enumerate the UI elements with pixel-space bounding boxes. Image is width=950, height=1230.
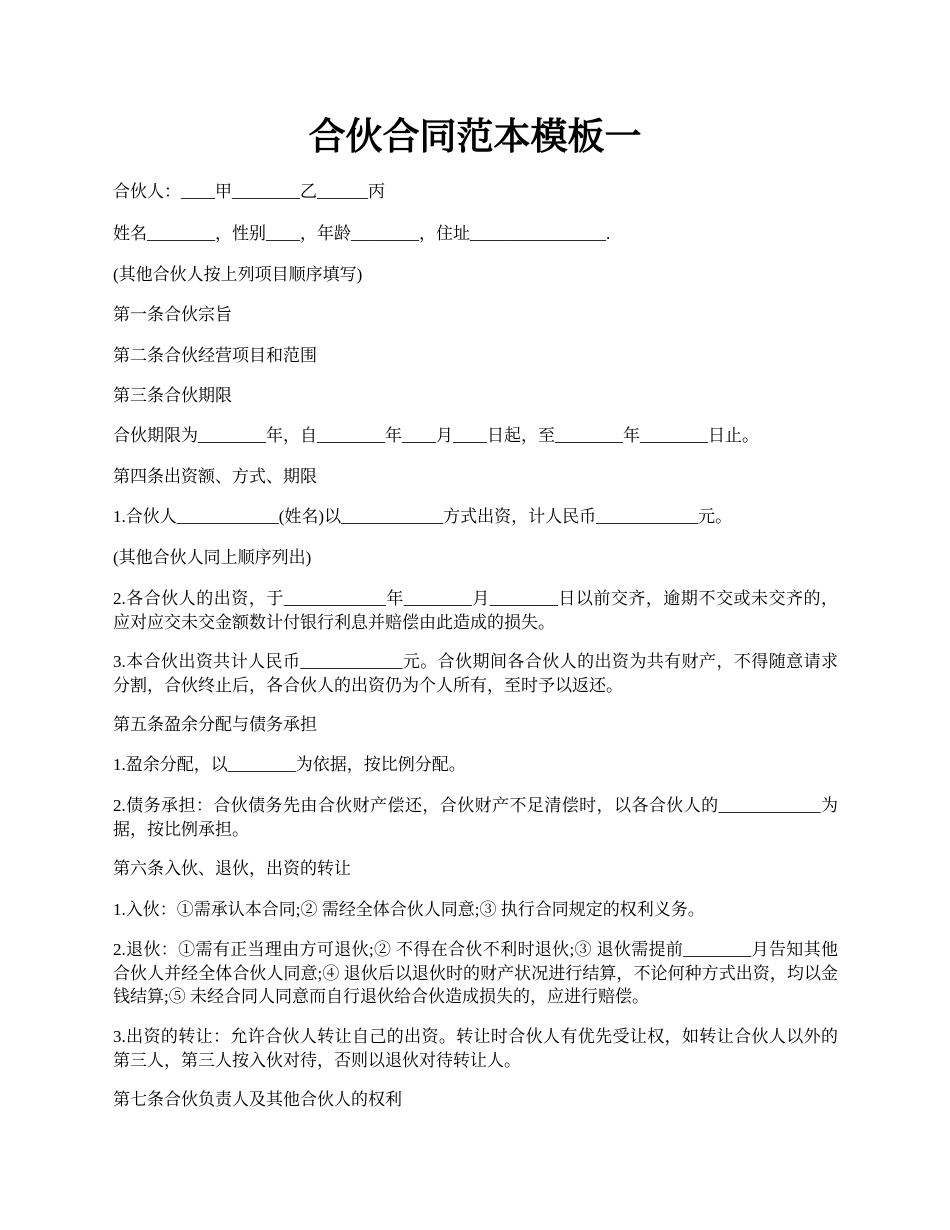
article-7-heading: 第七条合伙负责人及其他合伙人的权利 [113,1090,402,1109]
paragraph-transfer: 3.出资的转让：允许合伙人转让自己的出资。转让时合伙人有优先受让权，如转让合伙人以外的第三人，第三人按入伙对待，否则以退伙对待转让人。 [113,1027,838,1070]
article-4-heading: 第四条出资额、方式、期限 [113,467,317,486]
article-3-heading: 第三条合伙期限 [113,386,232,405]
paragraph-note-contribution: (其他合伙人同上顺序列出) [113,548,312,567]
article-5-heading: 第五条盈余分配与债务承担 [113,715,317,734]
paragraph-contribution-1: 1.合伙人____________(姓名)以____________方式出资，计人民币____________元。 [113,507,733,526]
paragraph-personal-info: 姓名________，性别____，年龄________，住址________________. [113,224,611,243]
paragraph-contribution-2: 2.各合伙人的出资，于____________年________月________日以前交齐，逾期不交或未交齐的，应对应交未交金额数计付银行利息并赔偿由此造成的损失。 [113,589,838,632]
paragraph-profit-distribution: 1.盈余分配，以________为依据，按比例分配。 [113,755,466,774]
article-6-heading: 第六条入伙、退伙，出资的转让 [113,859,351,878]
document-title: 合伙合同范本模板一 [308,114,642,158]
article-2-heading: 第二条合伙经营项目和范围 [113,346,317,365]
article-1-heading: 第一条合伙宗旨 [113,305,232,324]
paragraph-contribution-3: 3.本合伙出资共计人民币____________元。合伙期间各合伙人的出资为共有财产，不得随意请求分割，合伙终止后，各合伙人的出资仍为个人所有，至时予以返还。 [113,652,838,695]
paragraph-withdrawal: 2.退伙：①需有正当理由方可退伙;② 不得在合伙不利时退伙;③ 退伙需提前________月告知其他合伙人并经全体合伙人同意;④ 退伙后以退伙时的财产状况进行结算，不论何种方式出资，均以金钱结算;⑤ 未经合同人同意而自行退伙给合伙造成损失的，应进行赔偿。 [113,940,838,1006]
paragraph-joining: 1.入伙：①需承认本合同;② 需经全体合伙人同意;③ 执行合同规定的权利义务。 [113,900,705,919]
paragraph-partners: 合伙人：____甲________乙______丙 [113,182,385,201]
paragraph-debt-bearing: 2.债务承担：合伙债务先由合伙财产偿还，合伙财产不足清偿时，以各合伙人的____________为据，按比例承担。 [113,796,838,839]
paragraph-term: 合伙期限为________年，自________年____月____日起，至________年________日止。 [113,426,759,445]
paragraph-note-other-partners: (其他合伙人按上列项目顺序填写) [113,265,363,284]
